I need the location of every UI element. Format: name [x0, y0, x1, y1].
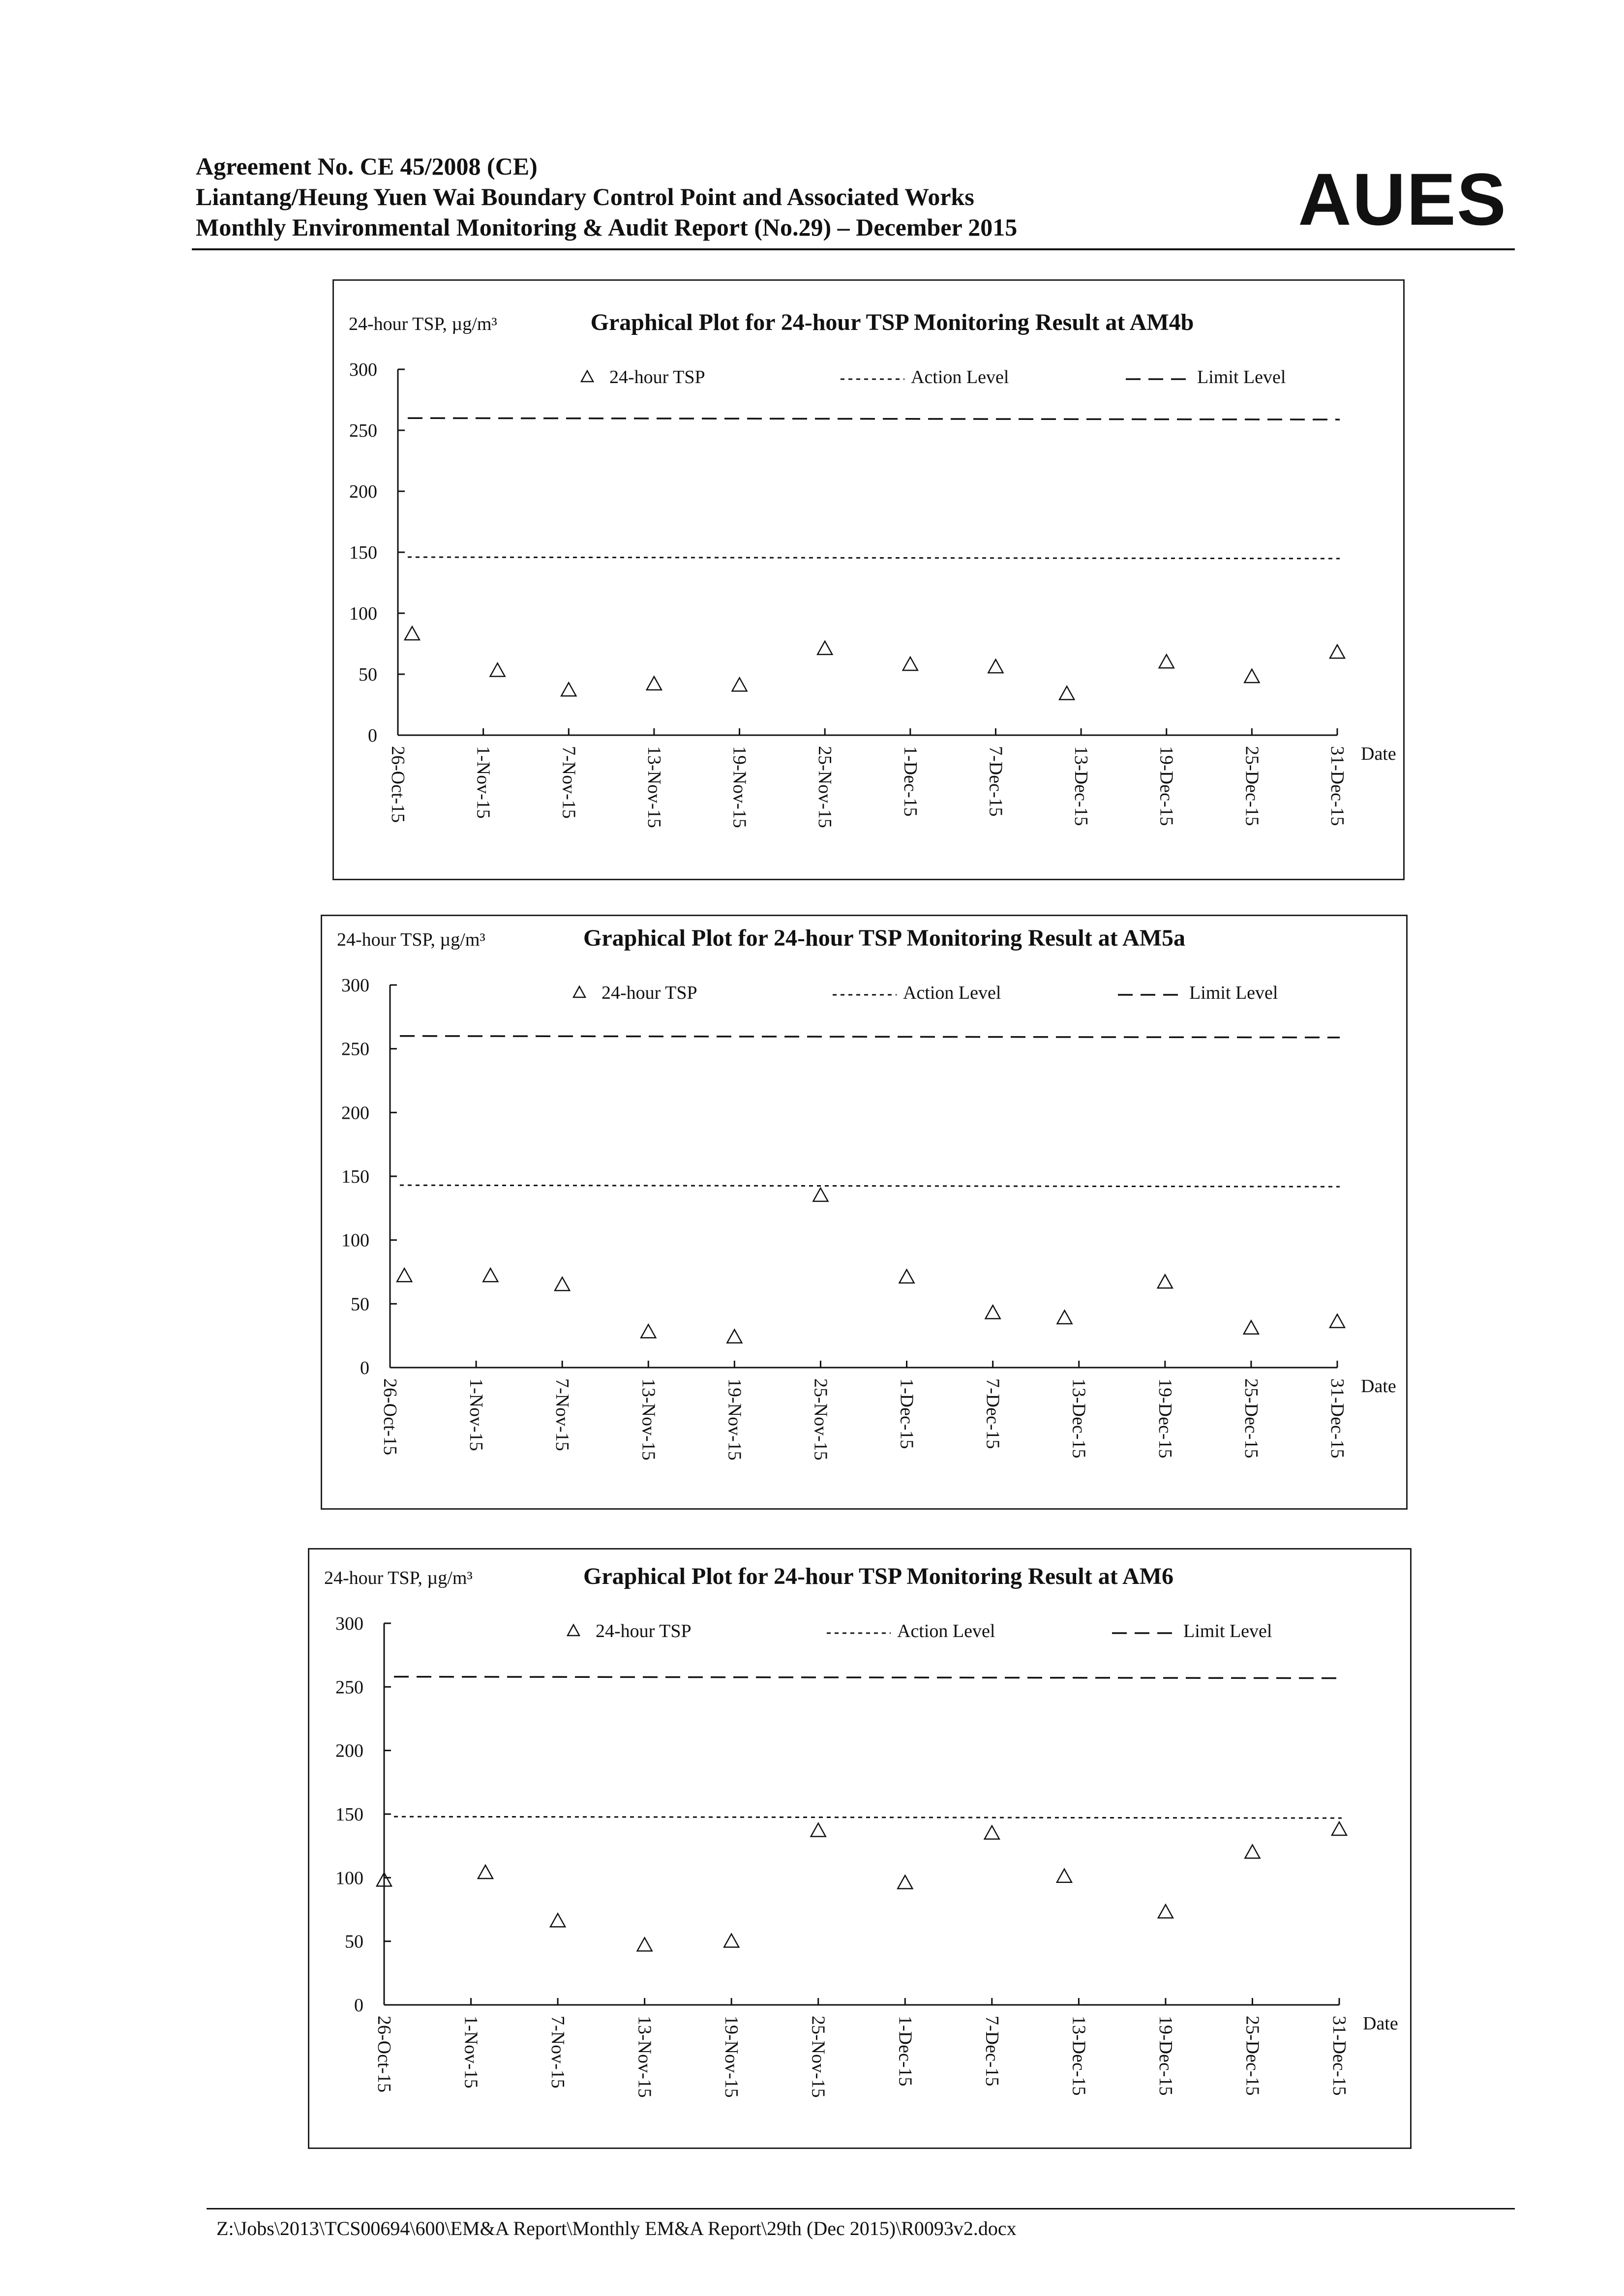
- x-tick-label: 25-Dec-15: [1242, 2016, 1263, 2096]
- data-point-triangle: [986, 1305, 1000, 1318]
- agreement-number: Agreement No. CE 45/2008 (CE): [196, 152, 538, 180]
- chart-title: Graphical Plot for 24-hour TSP Monitoring Result at AM6: [583, 1563, 1174, 1589]
- y-tick-label: 250: [335, 1677, 363, 1698]
- legend-series-label: 24-hour TSP: [596, 1621, 692, 1641]
- legend-series-label: 24-hour TSP: [601, 983, 697, 1003]
- x-tick-label: 31-Dec-15: [1329, 2016, 1350, 2096]
- legend-limit-label: Limit Level: [1197, 367, 1286, 388]
- y-tick-label: 300: [341, 975, 369, 996]
- y-tick-label: 100: [349, 603, 377, 624]
- data-point-triangle: [1059, 686, 1074, 700]
- data-point-triangle: [1244, 1321, 1259, 1334]
- chart-am4b-svg: [334, 281, 1403, 879]
- data-point-triangle: [478, 1865, 493, 1879]
- data-point-triangle: [724, 1934, 739, 1947]
- data-point-triangle: [405, 626, 420, 640]
- x-tick-label: 25-Nov-15: [808, 2016, 829, 2098]
- limit-level-line: [408, 418, 1340, 419]
- chart-am4b: [332, 279, 1405, 880]
- chart-title: Graphical Plot for 24-hour TSP Monitoring Result at AM4b: [590, 309, 1194, 335]
- limit-level-line: [394, 1677, 1342, 1678]
- x-tick-label: 7-Dec-15: [982, 1378, 1003, 1449]
- y-tick-label: 200: [341, 1103, 369, 1124]
- x-tick-label: 1-Dec-15: [900, 746, 921, 817]
- data-point-triangle: [732, 678, 747, 691]
- data-point-triangle: [397, 1268, 412, 1282]
- legend-series-label: 24-hour TSP: [609, 367, 705, 388]
- report-header: [196, 148, 1514, 248]
- x-tick-label: 7-Nov-15: [552, 1378, 573, 1451]
- chart-am5a-svg: [322, 916, 1406, 1508]
- legend-limit-label: Limit Level: [1189, 983, 1278, 1003]
- x-tick-label: 25-Nov-15: [814, 746, 836, 828]
- y-tick-label: 100: [335, 1868, 363, 1889]
- x-tick-label: 19-Dec-15: [1156, 746, 1177, 826]
- data-point-triangle: [490, 663, 505, 677]
- data-point-triangle: [1159, 655, 1174, 668]
- x-tick-label: 13-Dec-15: [1068, 2016, 1089, 2096]
- action-level-line: [394, 1817, 1342, 1818]
- x-tick-label: 7-Nov-15: [558, 746, 579, 819]
- y-tick-label: 250: [349, 420, 377, 441]
- x-tick-label: 13-Dec-15: [1068, 1378, 1089, 1459]
- legend-action-label: Action Level: [903, 983, 1001, 1003]
- y-tick-label: 50: [345, 1931, 363, 1952]
- aues-logo: AUES: [1298, 158, 1507, 240]
- y-tick-label: 150: [335, 1804, 363, 1825]
- chart-am5a: [321, 915, 1408, 1510]
- legend-marker-triangle-icon: [573, 986, 585, 997]
- x-tick-label: 19-Dec-15: [1155, 2016, 1176, 2096]
- y-axis-label: 24-hour TSP, µg/m³: [349, 314, 497, 334]
- y-tick-label: 0: [354, 1995, 363, 2016]
- data-point-triangle: [900, 1270, 914, 1283]
- project-name: Liantang/Heung Yuen Wai Boundary Control Point and Associated Works: [196, 183, 974, 210]
- legend-marker-triangle-icon: [581, 371, 593, 382]
- y-tick-label: 50: [351, 1294, 369, 1315]
- x-tick-label: 19-Nov-15: [721, 2016, 742, 2098]
- chart-title: Graphical Plot for 24-hour TSP Monitoring Result at AM5a: [583, 925, 1186, 951]
- data-point-triangle: [1158, 1905, 1173, 1918]
- y-axis-label: 24-hour TSP, µg/m³: [324, 1568, 473, 1588]
- data-point-triangle: [985, 1826, 999, 1839]
- data-point-triangle: [1057, 1311, 1072, 1324]
- y-tick-label: 100: [341, 1230, 369, 1251]
- x-tick-label: 13-Nov-15: [634, 2016, 655, 2098]
- x-tick-label: 13-Nov-15: [638, 1378, 659, 1461]
- legend-action-label: Action Level: [911, 367, 1009, 388]
- x-tick-label: 1-Dec-15: [896, 1378, 917, 1449]
- x-tick-label: 19-Nov-15: [724, 1378, 745, 1461]
- y-tick-label: 150: [349, 542, 377, 563]
- y-tick-label: 150: [341, 1166, 369, 1187]
- data-point-triangle: [637, 1938, 652, 1951]
- y-tick-label: 50: [359, 664, 377, 685]
- data-point-triangle: [813, 1188, 828, 1201]
- x-axis-label: Date: [1363, 2013, 1398, 2034]
- report-title: Monthly Environmental Monitoring & Audit Report (No.29) – December 2015: [196, 213, 1018, 241]
- data-point-triangle: [641, 1324, 656, 1338]
- x-tick-label: 7-Dec-15: [981, 2016, 1002, 2087]
- chart-am6: [308, 1548, 1412, 2149]
- limit-level-line: [400, 1036, 1340, 1038]
- data-point-triangle: [483, 1268, 498, 1282]
- chart-am6-svg: [309, 1550, 1410, 2147]
- y-axis-label: 24-hour TSP, µg/m³: [337, 929, 485, 950]
- y-tick-label: 300: [335, 1613, 363, 1634]
- footer-divider: [207, 2208, 1515, 2209]
- x-tick-label: 7-Nov-15: [547, 2016, 569, 2088]
- x-tick-label: 1-Nov-15: [466, 1378, 487, 1451]
- data-point-triangle: [1332, 1822, 1347, 1835]
- data-point-triangle: [555, 1277, 570, 1290]
- x-tick-label: 26-Oct-15: [388, 746, 408, 823]
- data-point-triangle: [727, 1330, 742, 1343]
- x-tick-label: 13-Nov-15: [643, 746, 664, 828]
- y-tick-label: 300: [349, 359, 377, 380]
- x-tick-label: 19-Nov-15: [729, 746, 750, 828]
- data-point-triangle: [817, 641, 832, 655]
- data-point-triangle: [903, 657, 918, 670]
- data-point-triangle: [811, 1823, 826, 1837]
- x-axis-label: Date: [1361, 1376, 1396, 1397]
- action-level-line: [408, 557, 1340, 559]
- x-tick-label: 31-Dec-15: [1327, 1378, 1348, 1459]
- x-axis-label: Date: [1361, 744, 1396, 764]
- y-tick-label: 200: [349, 481, 377, 502]
- data-point-triangle: [550, 1913, 565, 1927]
- data-point-triangle: [1057, 1869, 1072, 1882]
- data-point-triangle: [561, 683, 576, 696]
- y-tick-label: 0: [368, 725, 377, 746]
- file-path: Z:\Jobs\2013\TCS00694\600\EM&A Report\Monthly EM&A Report\29th (Dec 2015)\R0093v2.docx: [216, 2217, 1017, 2239]
- y-tick-label: 250: [341, 1039, 369, 1060]
- x-tick-label: 1-Dec-15: [895, 2016, 916, 2087]
- y-tick-label: 0: [360, 1358, 369, 1378]
- x-tick-label: 25-Dec-15: [1240, 1378, 1262, 1459]
- action-level-line: [400, 1185, 1340, 1187]
- header-divider: [192, 248, 1515, 250]
- legend-marker-triangle-icon: [568, 1625, 579, 1636]
- x-tick-label: 31-Dec-15: [1327, 746, 1348, 826]
- x-tick-label: 26-Oct-15: [374, 2016, 394, 2093]
- x-tick-label: 26-Oct-15: [380, 1378, 400, 1456]
- x-tick-label: 13-Dec-15: [1071, 746, 1092, 826]
- data-point-triangle: [988, 659, 1003, 673]
- data-point-triangle: [1330, 1314, 1345, 1328]
- data-point-triangle: [1330, 645, 1345, 658]
- x-tick-label: 25-Nov-15: [810, 1378, 831, 1461]
- x-tick-label: 25-Dec-15: [1241, 746, 1263, 826]
- legend-limit-label: Limit Level: [1183, 1621, 1272, 1641]
- data-point-triangle: [1244, 669, 1259, 683]
- data-point-triangle: [1158, 1275, 1173, 1288]
- x-tick-label: 1-Nov-15: [460, 2016, 481, 2088]
- y-tick-label: 200: [335, 1740, 363, 1761]
- x-tick-label: 1-Nov-15: [473, 746, 494, 819]
- data-point-triangle: [647, 677, 662, 690]
- legend-action-label: Action Level: [897, 1621, 995, 1641]
- x-tick-label: 7-Dec-15: [985, 746, 1006, 817]
- data-point-triangle: [898, 1876, 912, 1889]
- data-point-triangle: [1245, 1845, 1260, 1858]
- x-tick-label: 19-Dec-15: [1154, 1378, 1175, 1459]
